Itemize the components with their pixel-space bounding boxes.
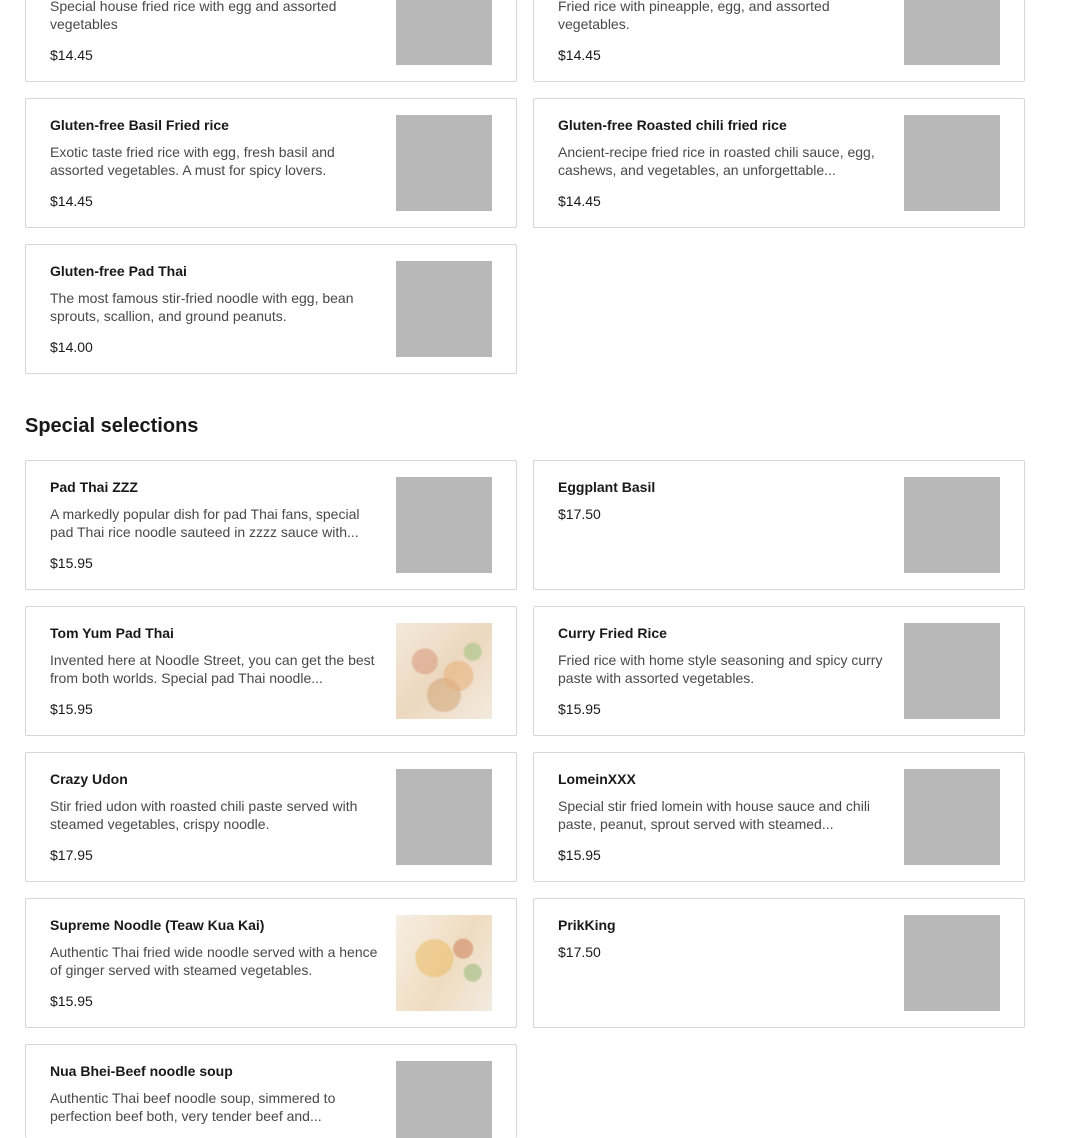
menu-item-image: [904, 115, 1000, 211]
menu-item-name: Gluten-free Basil Fried rice: [50, 117, 229, 133]
menu-item-price: $14.00: [50, 339, 93, 355]
menu-item-description: The most famous stir-fried noodle with egg, bean sprouts, scallion, and ground peanuts.: [50, 290, 354, 324]
menu-item-description: Invented here at Noodle Street, you can get the best from both worlds. Special pad Thai noodle...: [50, 652, 375, 686]
menu-item-image: [396, 115, 492, 211]
menu-item-description: Special house fried rice with egg and assorted vegetables: [50, 0, 337, 32]
menu-item-image: [904, 623, 1000, 719]
menu-item-price: $17.95: [50, 847, 93, 863]
menu-item-card[interactable]: [25, 752, 517, 882]
menu-item-price: $17.50: [558, 506, 601, 522]
menu-item-card[interactable]: [25, 244, 517, 374]
menu-item-card[interactable]: [25, 1044, 517, 1138]
menu-item-image: [396, 261, 492, 357]
menu-item-name: PrikKing: [558, 917, 616, 933]
menu-item-photo: [396, 915, 492, 1011]
menu-item-name: Tom Yum Pad Thai: [50, 625, 174, 641]
menu-item-price: $15.95: [50, 993, 93, 1009]
menu-item-price: $15.95: [50, 555, 93, 571]
menu-item-price: $14.45: [558, 193, 601, 209]
menu-item-card[interactable]: [533, 752, 1025, 882]
menu-item-card[interactable]: [25, 0, 517, 82]
menu-item-description: Ancient-recipe fried rice in roasted chili sauce, egg, cashews, and vegetables, an unforgettable...: [558, 144, 875, 178]
menu-item-card[interactable]: [533, 98, 1025, 228]
menu-item-price: $14.45: [50, 47, 93, 63]
menu-item-description: Fried rice with pineapple, egg, and assorted vegetables.: [558, 0, 830, 32]
menu-item-name: Supreme Noodle (Teaw Kua Kai): [50, 917, 265, 933]
menu-item-image: [396, 769, 492, 865]
menu-item-name: Pad Thai ZZZ: [50, 479, 138, 495]
menu-item-description: Special stir fried lomein with house sauce and chili paste, peanut, sprout served with steamed...: [558, 798, 871, 832]
menu-item-card[interactable]: [533, 0, 1025, 82]
menu-item-name: Nua Bhei-Beef noodle soup: [50, 1063, 233, 1079]
menu-item-description: A markedly popular dish for pad Thai fans, special pad Thai rice noodle sauteed in zzzz sauce with...: [50, 506, 360, 540]
menu-item-card[interactable]: [533, 898, 1025, 1028]
menu-item-name: Curry Fried Rice: [558, 625, 667, 641]
menu-item-image: [396, 1061, 492, 1138]
menu-item-name: Eggplant Basil: [558, 479, 656, 495]
section-title: Special selections: [25, 415, 199, 437]
menu-item-image: [904, 915, 1000, 1011]
menu-item-name: Gluten-free Pad Thai: [50, 263, 187, 279]
menu-item-image: [904, 769, 1000, 865]
menu-item-price: $15.95: [558, 847, 601, 863]
menu-item-card[interactable]: [533, 606, 1025, 736]
menu-item-price: $17.50: [558, 944, 601, 960]
menu-item-price: $15.95: [558, 701, 601, 717]
menu-item-price: $14.45: [50, 193, 93, 209]
menu-item-card[interactable]: [25, 98, 517, 228]
menu-item-image: [396, 0, 492, 65]
menu-item-name: Gluten-free Roasted chili fried rice: [558, 117, 787, 133]
menu-item-description: Exotic taste fried rice with egg, fresh basil and assorted vegetables. A must for spicy lovers.: [50, 144, 335, 178]
menu-item-description: Authentic Thai beef noodle soup, simmered to perfection beef both, very tender beef and...: [50, 1090, 336, 1124]
menu-item-image: [396, 477, 492, 573]
menu-item-card[interactable]: [25, 460, 517, 590]
menu-item-photo: [396, 623, 492, 719]
menu-item-price: $14.45: [558, 47, 601, 63]
menu-item-card[interactable]: [25, 606, 517, 736]
menu-item-name: LomeinXXX: [558, 771, 636, 787]
menu-item-description: Authentic Thai fried wide noodle served with a hence of ginger served with steamed vegetables.: [50, 944, 378, 978]
menu-item-price: $15.95: [50, 701, 93, 717]
menu-item-image: [904, 477, 1000, 573]
menu-item-image: [904, 0, 1000, 65]
menu-item-card[interactable]: [25, 898, 517, 1028]
menu-item-description: Fried rice with home style seasoning and spicy curry paste with assorted vegetables.: [558, 652, 883, 686]
menu-item-card[interactable]: [533, 460, 1025, 590]
menu-item-description: Stir fried udon with roasted chili paste served with steamed vegetables, crispy noodle.: [50, 798, 358, 832]
menu-item-name: Crazy Udon: [50, 771, 128, 787]
